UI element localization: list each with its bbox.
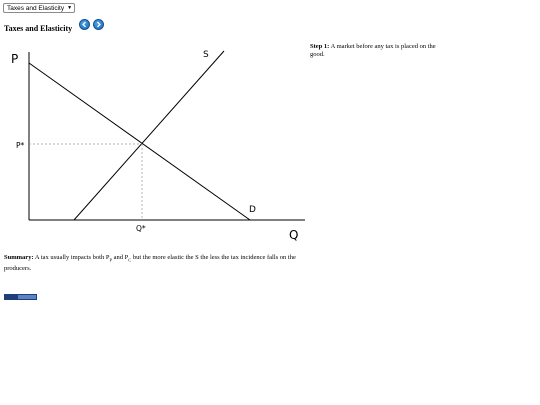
summary-sub-2: C <box>128 257 132 263</box>
price-equilibrium-label: P* <box>16 141 25 150</box>
chevron-down-icon: ▼ <box>67 5 73 11</box>
summary-text-3: but the more elastic the S the less the tax incidence falls on the producers. <box>4 254 296 273</box>
quantity-equilibrium-label: Q* <box>136 224 146 233</box>
step-description <box>310 43 445 59</box>
chevron-left-icon <box>81 21 88 28</box>
demand-label: D <box>249 205 256 215</box>
supply-curve <box>74 51 224 220</box>
x-axis-label: Q <box>289 228 299 242</box>
next-step-button[interactable] <box>93 19 104 30</box>
summary-label: Summary: <box>4 254 34 261</box>
summary-sub-1: P <box>109 257 112 263</box>
supply-label: S <box>203 50 209 60</box>
footer-badge-left <box>5 295 18 299</box>
page-title: Taxes and Elasticity <box>4 24 73 33</box>
module-select-value: Taxes and Elasticity <box>7 4 65 12</box>
step-text: A market before any tax is placed on the good. <box>310 43 436 58</box>
step-label: Step 1: <box>310 43 330 50</box>
summary <box>4 253 309 273</box>
previous-step-button[interactable] <box>79 19 90 30</box>
footer-badge[interactable] <box>4 294 37 300</box>
y-axis-label: P <box>11 52 19 66</box>
summary-text-1: A tax usually impacts both P <box>34 254 110 261</box>
module-select[interactable] <box>3 3 75 13</box>
demand-curve <box>29 63 250 220</box>
footer-badge-right <box>18 295 36 299</box>
chevron-right-icon <box>95 21 102 28</box>
summary-text-2: and P <box>111 254 129 261</box>
supply-demand-graph <box>0 40 310 245</box>
